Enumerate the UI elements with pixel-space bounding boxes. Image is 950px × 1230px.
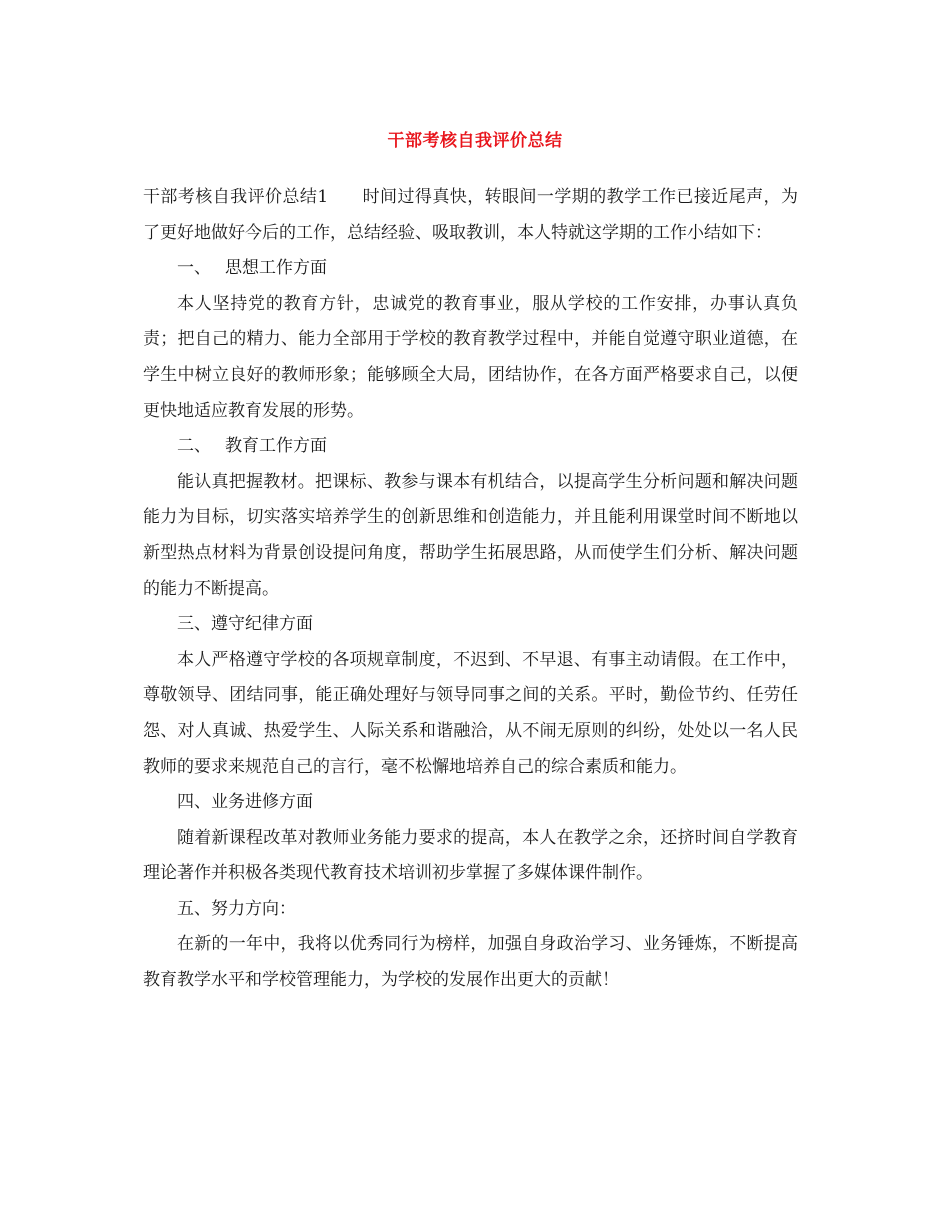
document-body <box>143 180 798 999</box>
intro-label: 干部考核自我评价总结1 <box>143 187 329 207</box>
section-number: 一、 <box>177 258 211 279</box>
section-body-2: 能认真把握教材。把课标、教参与课本有机结合，以提高学生分析问题和解决问题能力为目标，切实落实培养学生的创新思维和创造能力，并且能利用课堂时间不断地以新型热点材料为背景创设提问角度，帮助学生拓展思路，从而使学生们分析、解决问题的能力不断提高。 <box>143 471 798 599</box>
section-body-4: 随着新课程改革对教师业务能力要求的提高，本人在教学之余，还挤时间自学教育理论著作并积极各类现代教育技术培训初步掌握了多媒体课件制作。 <box>143 827 798 884</box>
section-body-1: 本人坚持党的教育方针，忠诚党的教育事业，服从学校的工作安排，办事认真负责；把自己的精力、能力全部用于学校的教育教学过程中，并能自觉遵守职业道德，在学生中树立良好的教师形象；能够顾全大局，团结协作，在各方面严格要求自己，以便更快地适应教育发展的形势。 <box>143 293 798 421</box>
section-heading-5: 五、努力方向： <box>177 898 296 919</box>
section-heading-1 <box>143 251 798 287</box>
intro-text: 时间过得真快，转眼间一学期的教学工作已接近尾声，为了更好地做好今后的工作，总结经验、吸取教训，本人特就这学期的工作小结如下： <box>143 187 798 243</box>
section-heading-2 <box>143 429 798 465</box>
intro-paragraph <box>143 180 798 251</box>
section-title: 思想工作方面 <box>225 258 327 279</box>
section-body-3: 本人严格遵守学校的各项规章制度，不迟到、不早退、有事主动请假。在工作中，尊敬领导、团结同事，能正确处理好与领导同事之间的关系。平时，勤俭节约、任劳任怨、对人真诚、热爱学生、人际关系和谐融洽，从不闹无原则的纠纷，处处以一名人民教师的要求来规范自己的言行，毫不松懈地培养自己的综合素质和能力。 <box>143 649 798 777</box>
section-number: 二、 <box>177 436 211 457</box>
section-title: 教育工作方面 <box>225 436 327 457</box>
document-title: 干部考核自我评价总结 <box>387 131 563 151</box>
section-heading-3: 三、遵守纪律方面 <box>177 614 313 635</box>
section-heading-4: 四、业务进修方面 <box>177 792 313 813</box>
section-body-5: 在新的一年中，我将以优秀同行为榜样，加强自身政治学习、业务锤炼，不断提高教育教学水平和学校管理能力，为学校的发展作出更大的贡献！ <box>143 934 798 991</box>
